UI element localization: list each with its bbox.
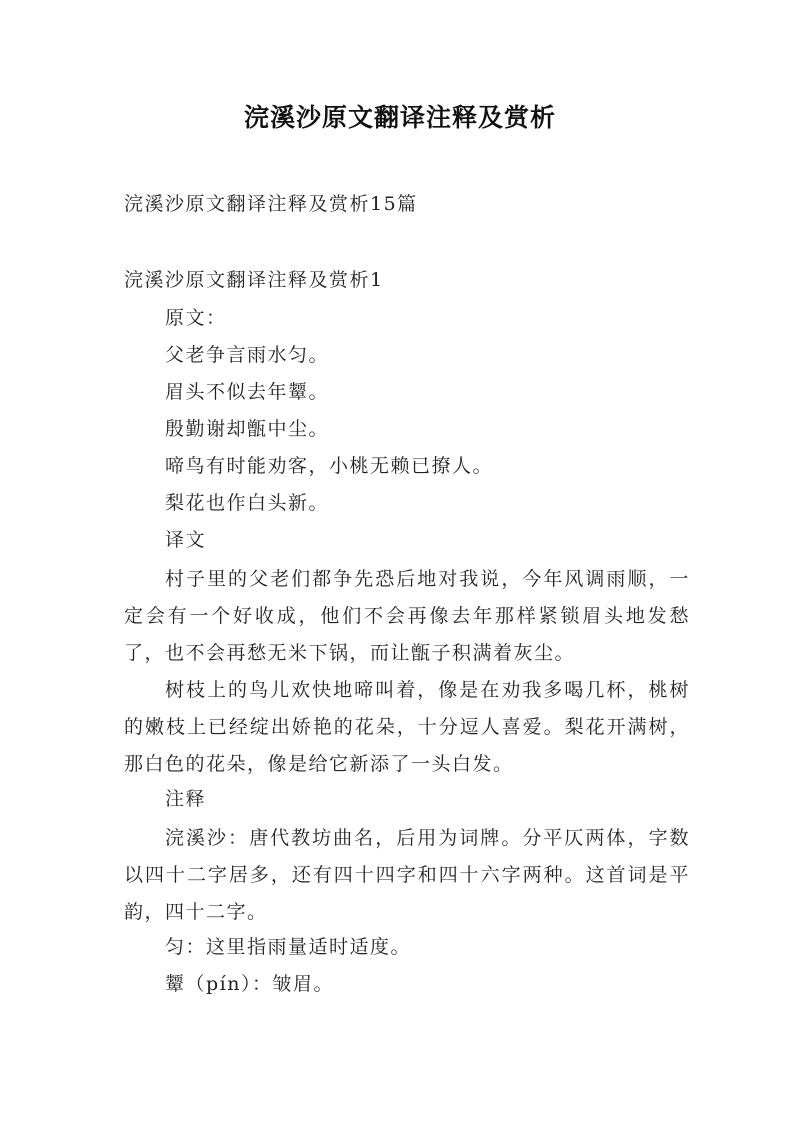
translation-paragraph: 村子里的父老们都争先恐后地对我说，今年风调雨顺，一定会有一个好收成，他们不会再像去年那样紧锁眉头地发愁了，也不会再愁无米下锅，而让甑子积满着灰尘。 (124, 568, 690, 664)
page-title: 浣溪沙原文翻译注释及赏析 (243, 103, 556, 132)
note-paragraph: 浣溪沙：唐代教坊曲名，后用为词牌。分平仄两体，字数以四十二字居多，还有四十四字和四十六字两种。这首词是平韵，四十二字。 (124, 827, 690, 923)
poem-line: 梨花也作白头新。 (165, 492, 330, 514)
poem-line: 眉头不似去年颦。 (165, 381, 330, 403)
poem-line: 父老争言雨水匀。 (165, 344, 330, 366)
poem-line: 殷勤谢却甑中尘。 (165, 418, 330, 440)
translation-paragraph: 树枝上的鸟儿欢快地啼叫着，像是在劝我多喝几杯，桃树的嫩枝上已经绽出娇艳的花朵，十分逗人喜爱。梨花开满树，那白色的花朵，像是给它新添了一头白发。 (124, 679, 690, 775)
note-line: 颦（pín）：皱眉。 (165, 973, 334, 995)
original-label: 原文： (165, 307, 227, 329)
notes-label: 注释 (165, 788, 207, 810)
section-heading: 浣溪沙原文翻译注释及赏析1 (124, 269, 384, 291)
note-line: 匀：这里指雨量适时适度。 (165, 936, 412, 958)
subtitle: 浣溪沙原文翻译注释及赏析15篇 (124, 193, 418, 215)
translation-label: 译文 (165, 529, 207, 551)
poem-line: 啼鸟有时能劝客，小桃无赖已撩人。 (165, 455, 494, 477)
